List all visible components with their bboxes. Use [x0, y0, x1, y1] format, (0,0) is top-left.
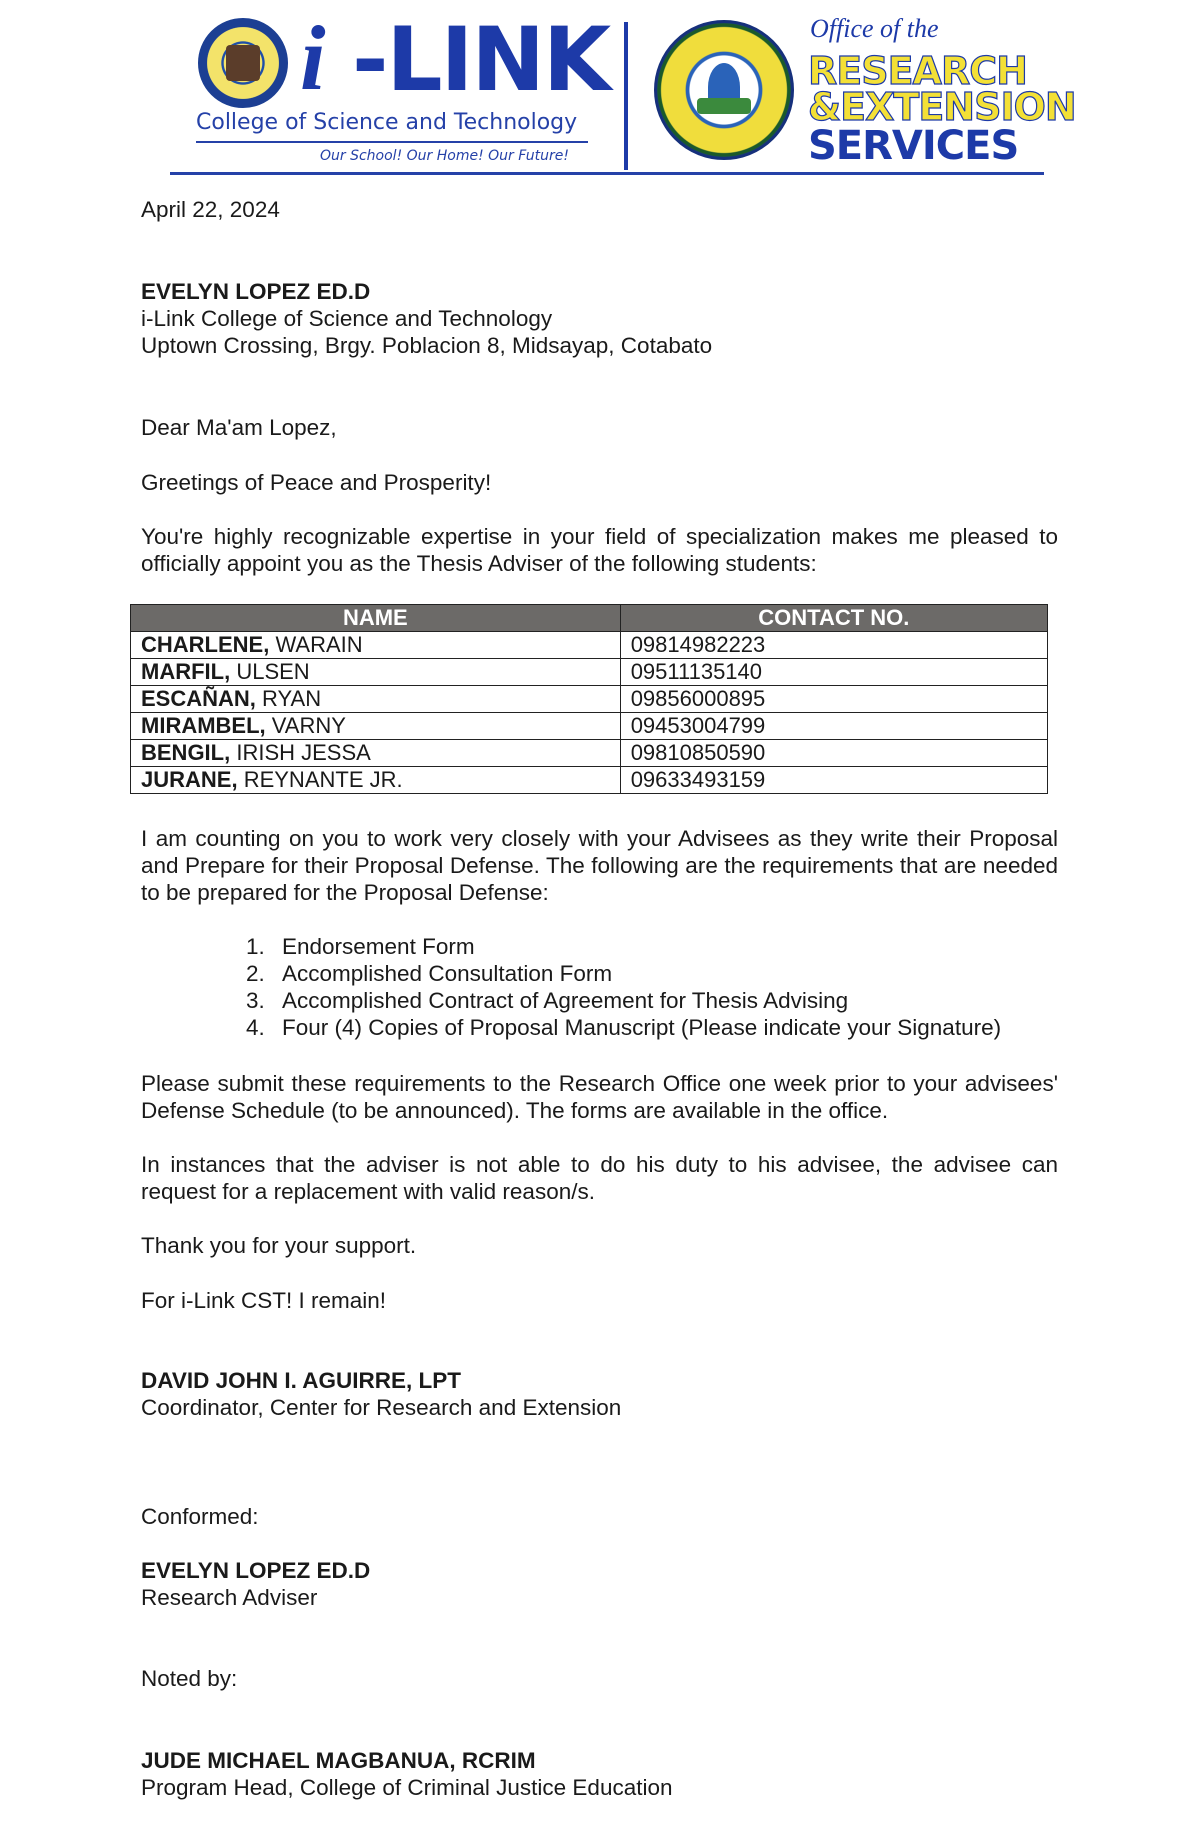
recipient-name: EVELYN LOPEZ ED.D	[141, 279, 371, 304]
letterhead	[170, 7, 1076, 176]
student-surname: ESCAÑAN,	[141, 686, 256, 711]
student-surname: MARFIL,	[141, 659, 231, 684]
signatory-name: DAVID JOHN I. AGUIRRE, LPT	[141, 1368, 462, 1393]
student-surname: JURANE,	[141, 767, 238, 792]
office-of-label: Office of the	[810, 14, 939, 43]
signatory-title: Coordinator, Center for Research and Extension	[141, 1395, 622, 1420]
student-given-name: VARNY	[265, 713, 346, 738]
logo-link-word: -LINK	[352, 8, 610, 111]
college-seal-logo	[198, 18, 288, 108]
student-contact: 09810850590	[620, 740, 1047, 767]
student-surname: BENGIL,	[141, 740, 231, 765]
student-surname: MIRAMBEL,	[141, 713, 266, 738]
office-services-label: SERVICES	[808, 123, 1019, 169]
college-motto: Our School! Our Home! Our Future!	[320, 148, 569, 164]
table-row	[131, 659, 1048, 686]
intro-paragraph: You're highly recognizable expertise in your field of specialization makes me pleased to officially appoint you as the Thesis Adviser of the following students:	[141, 524, 1058, 576]
student-given-name: ULSEN	[230, 659, 310, 684]
letterhead-divider	[624, 22, 628, 170]
conformed-name: EVELYN LOPEZ ED.D	[141, 1558, 371, 1583]
college-name-underline	[196, 141, 588, 143]
student-contact: 09814982223	[620, 632, 1047, 659]
student-name-cell	[131, 767, 621, 794]
table-row	[131, 713, 1048, 740]
list-text: Four (4) Copies of Proposal Manuscript (Please indicate your Signature)	[282, 1015, 1002, 1040]
list-number: 3.	[246, 988, 265, 1013]
student-name-cell	[131, 713, 621, 740]
noted-label: Noted by:	[141, 1666, 238, 1691]
counting-paragraph: I am counting on you to work very closely with your Advisees as they write their Proposal and Prepare for their Proposal Defense. The following are the requirements that are needed to be prepared for the Proposal Defense:	[141, 826, 1058, 905]
student-given-name: REYNANTE JR.	[237, 767, 403, 792]
logo-i: i	[300, 7, 326, 109]
greeting: Greetings of Peace and Prosperity!	[141, 470, 492, 495]
list-item	[246, 1014, 1001, 1041]
table-row	[131, 767, 1048, 794]
student-name-cell	[131, 659, 621, 686]
closing-line: For i-Link CST! I remain!	[141, 1288, 387, 1313]
students-table	[130, 604, 1048, 794]
student-contact: 09633493159	[620, 767, 1047, 794]
list-item	[246, 987, 1001, 1014]
student-given-name: WARAIN	[269, 632, 363, 657]
list-text: Endorsement Form	[282, 934, 475, 959]
list-number: 4.	[246, 1015, 265, 1040]
letter-date: April 22, 2024	[141, 197, 280, 222]
student-name-cell	[131, 686, 621, 713]
instances-paragraph: In instances that the adviser is not able to do his duty to his advisee, the advisee can request for a replacement with valid reason/s.	[141, 1152, 1058, 1204]
table-row	[131, 686, 1048, 713]
list-item	[246, 933, 1001, 960]
student-name-cell	[131, 632, 621, 659]
student-given-name: IRISH JESSA	[230, 740, 371, 765]
header-name: NAME	[131, 605, 621, 632]
list-number: 1.	[246, 934, 265, 959]
recipient-institution: i-Link College of Science and Technology	[141, 306, 553, 331]
recipient-address: Uptown Crossing, Brgy. Poblacion 8, Midsayap, Cotabato	[141, 333, 713, 358]
student-given-name: RYAN	[255, 686, 322, 711]
requirements-list	[246, 933, 1001, 1041]
header-contact: CONTACT NO.	[620, 605, 1047, 632]
list-number: 2.	[246, 961, 265, 986]
office-extension-label: &EXTENSION	[808, 85, 1076, 129]
salutation: Dear Ma'am Lopez,	[141, 415, 337, 440]
letterhead-rule	[170, 172, 1044, 175]
list-text: Accomplished Consultation Form	[282, 961, 613, 986]
student-name-cell	[131, 740, 621, 767]
noted-title: Program Head, College of Criminal Justice Education	[141, 1775, 673, 1800]
submit-paragraph: Please submit these requirements to the Research Office one week prior to your advisees' Defense Schedule (to be announced). The forms are available in the office.	[141, 1071, 1058, 1123]
conformed-label: Conformed:	[141, 1504, 259, 1529]
noted-name: JUDE MICHAEL MAGBANUA, RCRIM	[141, 1748, 536, 1773]
table-row	[131, 632, 1048, 659]
student-contact: 09453004799	[620, 713, 1047, 740]
student-surname: CHARLENE,	[141, 632, 270, 657]
list-item	[246, 960, 1001, 987]
student-contact: 09511135140	[620, 659, 1047, 686]
table-row	[131, 740, 1048, 767]
student-contact: 09856000895	[620, 686, 1047, 713]
office-research-label: RESEARCH	[808, 49, 1027, 93]
conformed-title: Research Adviser	[141, 1585, 318, 1610]
college-name: College of Science and Technology	[196, 110, 578, 135]
thanks-line: Thank you for your support.	[141, 1233, 417, 1258]
list-text: Accomplished Contract of Agreement for Thesis Advising	[282, 988, 849, 1013]
table-header-row	[131, 605, 1048, 632]
research-center-seal-logo	[654, 20, 794, 160]
